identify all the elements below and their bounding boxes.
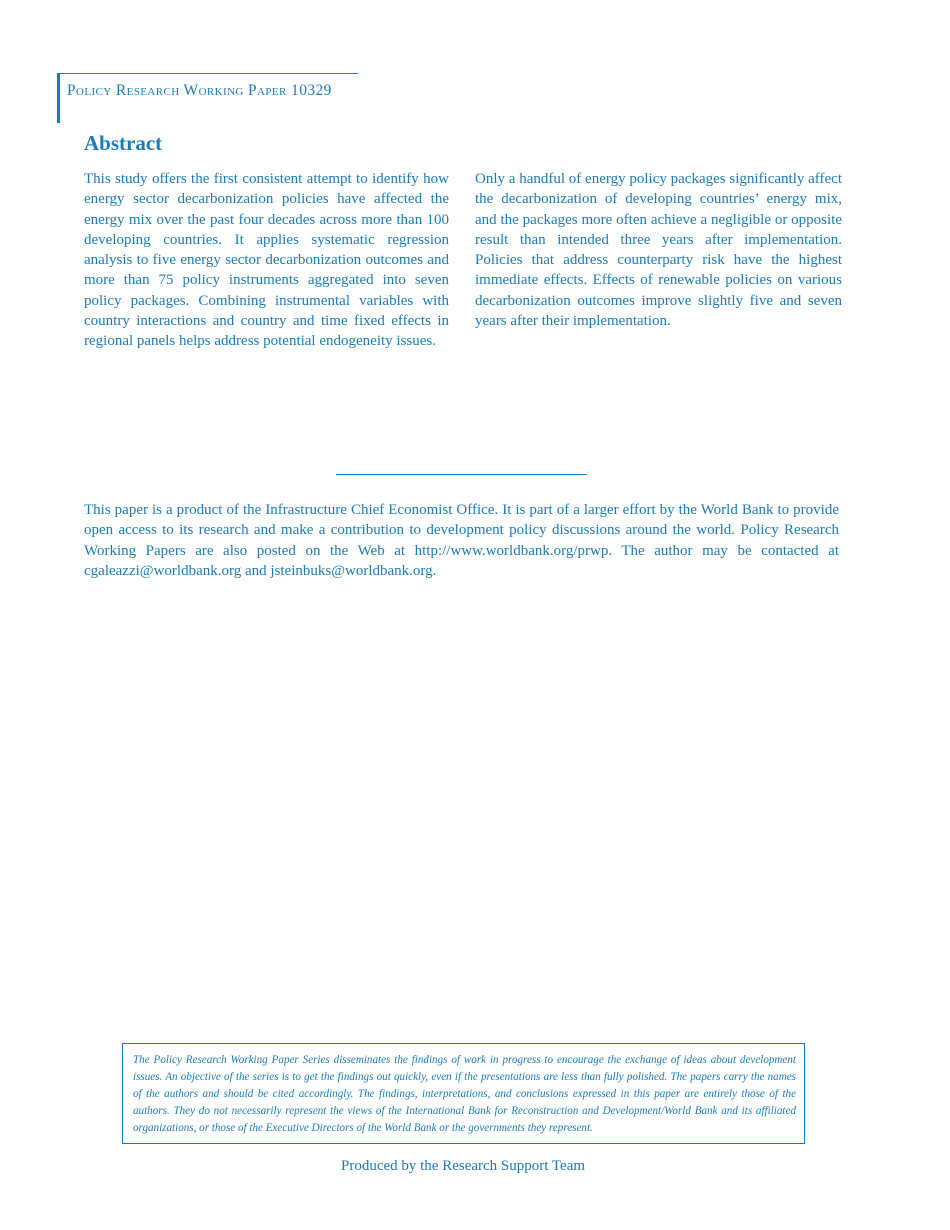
abstract-column-left: This study offers the first consistent attempt to identify how energy sector decarbonization policies have affected the energy mix over the past four decades across more than 100 developing countries. It applies systematic regression analysis to five energy sector decarbonization outcomes and more than 75 policy instruments aggregated into seven policy packages. Combining instrumental variables with country interactions and country and time fixed effects in regional panels helps address potential endogeneity issues. xyxy=(84,171,449,350)
produced-by-line: Produced by the Research Support Team xyxy=(340,1158,586,1174)
section-divider xyxy=(336,474,587,475)
series-label: Policy Research Working Paper 10329 xyxy=(67,82,332,99)
abstract-column-right: Only a handful of energy policy packages significantly affect the decarbonization of developing countries’ energy mix, and the packages more often achieve a negligible or opposite result than intended three years after implementation. Policies that address counterparty risk have the highest immediate effects. Effects of renewable policies on various decarbonization outcomes improve slightly five and seven years after their implementation. xyxy=(475,171,842,330)
disclaimer-text: The Policy Research Working Paper Series disseminates the findings of work in progress to encourage the exchange of ideas about development issues. An objective of the series is to get the findings out quickly, even if the presentations are less than fully polished. The papers carry the names of the authors and should be cited accordingly. The findings, interpretations, and conclusions expressed in this paper are entirely those of the authors. They do not necessarily represent the views of the International Bank for Reconstruction and Development/World Bank and its affiliated organizations, or those of the Executive Directors of the World Bank or the governments they represent. xyxy=(133,1054,796,1134)
disclaimer-box xyxy=(122,1043,805,1144)
product-note: This paper is a product of the Infrastructure Chief Economist Office. It is part of a larger effort by the World Bank to provide open access to its research and make a contribution to development policy discussions around the world. Policy Research Working Papers are also posted on the Web at http://www.worldbank.org/prwp. The author may be contacted at cgaleazzi@worldbank.org and jsteinbuks@worldbank.org. xyxy=(84,502,839,579)
abstract-heading: Abstract xyxy=(84,131,163,155)
header-accent-bar xyxy=(57,73,60,123)
header-rule xyxy=(57,73,358,74)
